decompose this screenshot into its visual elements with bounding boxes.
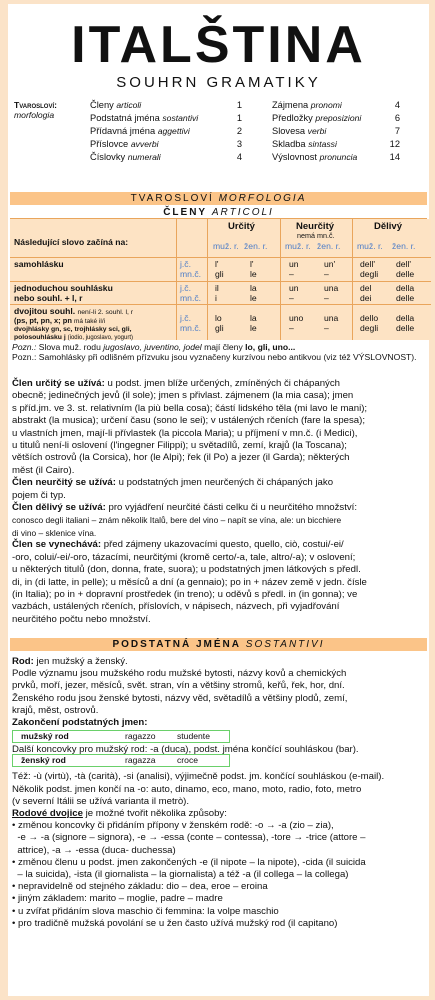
toc-item[interactable]: Výslovnost pronuncia 14 [272, 152, 400, 162]
col-partitive: Dělivý [374, 221, 402, 232]
note-2: Pozn.: Samohlásky při odlišném přízvuku jsou vyznačeny kurzívou nebo antikvou (viz též VÝSLOVNOST). [12, 352, 417, 363]
toc-item[interactable]: Číslovky numerali 4 [90, 152, 242, 162]
col-indefinite: Neurčitý [296, 221, 335, 232]
notes-block [12, 342, 425, 363]
toc-item[interactable]: Členy articoli 1 [90, 100, 242, 110]
col-indefinite-note: nemá mn.č. [297, 231, 335, 240]
page-content [8, 4, 429, 996]
toc-heading-label: Tvarosloví: [14, 100, 58, 110]
page-subtitle: SOUHRN GRAMATIKY [116, 74, 321, 91]
toc-item[interactable]: Podstatná jména sostantivi 1 [90, 113, 242, 123]
toc-item[interactable]: Zájmena pronomi 4 [272, 100, 400, 110]
masculine-sample: mužský rod ragazzo studente [12, 730, 230, 743]
toc-heading [14, 100, 94, 121]
feminine-sample: ženský rod ragazza croce [12, 754, 230, 767]
toc-item[interactable]: Přídavná jména aggettivi 2 [90, 126, 242, 136]
table-row-header: Následující slovo začíná na: [14, 237, 129, 247]
nouns-section: Rod: jen mužský a ženský. Podle významu jsou mužského rodu mužské bytosti, názvy kovů a chemických prvků, moří, jezer, měsíců, svět. stran, vín a většiny stromů, keřů, řek, hor, dní. Ženského rodu jsou ženské bytosti, názvy věd, světadílů a většiny plodů, zemí, krajů, měst, ostrovů. Zakončení podstatných jmen: Další koncovky pro mužský rod: -a (duca), podst. jména končící souhláskou (bar). Též: -ù (virtù), -tà (carità), -si (analisi), výjimečně podst. jm. končící souhláskou (e-mail). Několik podst. jmen končí na -o: auto, dinamo, eco, mano, moto, radio, foto, metro (v severní Itálii se užívá varianta il metrò). Rodové dvojice je možné tvořit několika způsoby: • změnou koncovky či přidáním přípony v ženském rodě: -o → -a (zio – zia), -e → -a (signore – signora), -e → -essa (conte – contessa), -tore → -trice (attore – attrice), -a → -essa (duca- duchessa) • změnou členu u podst. jmen zakončených -e (il nipote – la nipote), -cida (il suicida – la suicida), -ista (il giornalista – la giornalista) a též -a (il collega – la collega) • nepravidelně od stejného základu: dio – dea, eroe – eroina • jiným základem: marito – moglie, padre – madre • u zvířat přidáním slova maschio či femmina: la volpe maschio • pro tradičně mužská povolání se u žen často užívá mužský rod (il capitano) [12, 656, 385, 929]
section-bar-articles: ČLENY ARTICOLI [10, 206, 427, 219]
toc-heading-sub: morfologia [14, 110, 55, 121]
note-1: Pozn.: Slova muž. rodu jugoslavo, juventino, jodel mají členy lo, gli, uno... [12, 342, 296, 352]
toc-item[interactable]: Příslovce avverbi 3 [90, 139, 242, 149]
article-usage: Člen určitý se užívá: u podst. jmen blíže určených, zmíněných či chápaných obecně; jedinečných jevů (il sole); jmen s přivlast. zájmenem (la mia casa); jmen s příd.jm. ve 3. st. relativním (la più bella cosa); částí lidského těla (mi lavo le mani); abstrakt (la musica); určení času (sono le sei); v ustálených rčeních (fare la spesa); u vlastních jmen, mají-li přívlastek (la piccola Maria); u příjmení v mn.č. (i Medici), u titulů není-li oslovení (l'ingegner Filippi); u světadílů, zemí, krajů (la Toscana); větších ostrovů (la Corsica), hor (le Alpi); řek (il Po) a jezer (il Garda); některých měst (il Cairo). Člen neurčitý se užívá: u podstatných jmen neurčených či chápaných jako pojem či typ. Člen dělivý se užívá: pro vyjádření neurčité části celku či u neurčitého množství: conosco degli italiani – znám několik Italů, bere del vino – napít se vína, ale: un bicchiere di vino – sklenice vína. Člen se vynechává: před zájmeny ukazovacími questo, quello, ciò, costui/-ei/ -oro, colui/-ei/-oro, tázacími, neurčitými (kromě certo/-a, tale, altro/-a); v oslovení; u některých titulů (don, donna, frate, suora); u podstatných jmen látkových s předl. di, in (di latte, in pelle); u měsíců a dní (a gennaio); po in + název země v jedn. čísle (in Italia); po in + dopravní prostředek (in treno); u oděvů s předl. in (in gonna); ve vazbách, ustálených rčeních, příslovích, v nápisech, názvech, při vyjadřování neurčitého počtu nebo množství. [12, 378, 368, 625]
toc-column-right [272, 100, 400, 165]
section-bar-morphology: TVAROSLOVÍ MORFOLOGIA [10, 192, 427, 205]
table-of-contents [10, 100, 430, 192]
col-definite: Určitý [228, 221, 255, 232]
toc-item[interactable]: Skladba sintassi 12 [272, 139, 400, 149]
toc-item[interactable]: Slovesa verbi 7 [272, 126, 400, 136]
toc-item[interactable]: Předložky preposizioni 6 [272, 113, 400, 123]
page-title: ITALŠTINA [71, 16, 366, 74]
section-bar-nouns: PODSTATNÁ JMÉNA SOSTANTIVI [10, 638, 427, 651]
articles-table: Následující slovo začíná na: Určitý Neurčitý nemá mn.č. Dělivý muž. r. žen. r. muž. r. žen. r. muž. r. žen. r. samohlásku j.č. mn.č. l' l' un un' dell' dell' gli le – – degli delle jednoduchou souhlásku nebo souhl. + l, r j.č. mn.č. il la un una del della i le – – dei delle dvojitou souhl. není-li 2. souhl. l, r (ps, pt, pn, x; pn má také il/i dvojhlásky gn, sc, trojhlásky sci, gli, polosouhlásku j (iodio, jugoslavo, yogurt) j.č. mn.č. lo la uno una dello della gli le – – degli delle [10, 219, 431, 340]
toc-column-left [90, 100, 242, 165]
